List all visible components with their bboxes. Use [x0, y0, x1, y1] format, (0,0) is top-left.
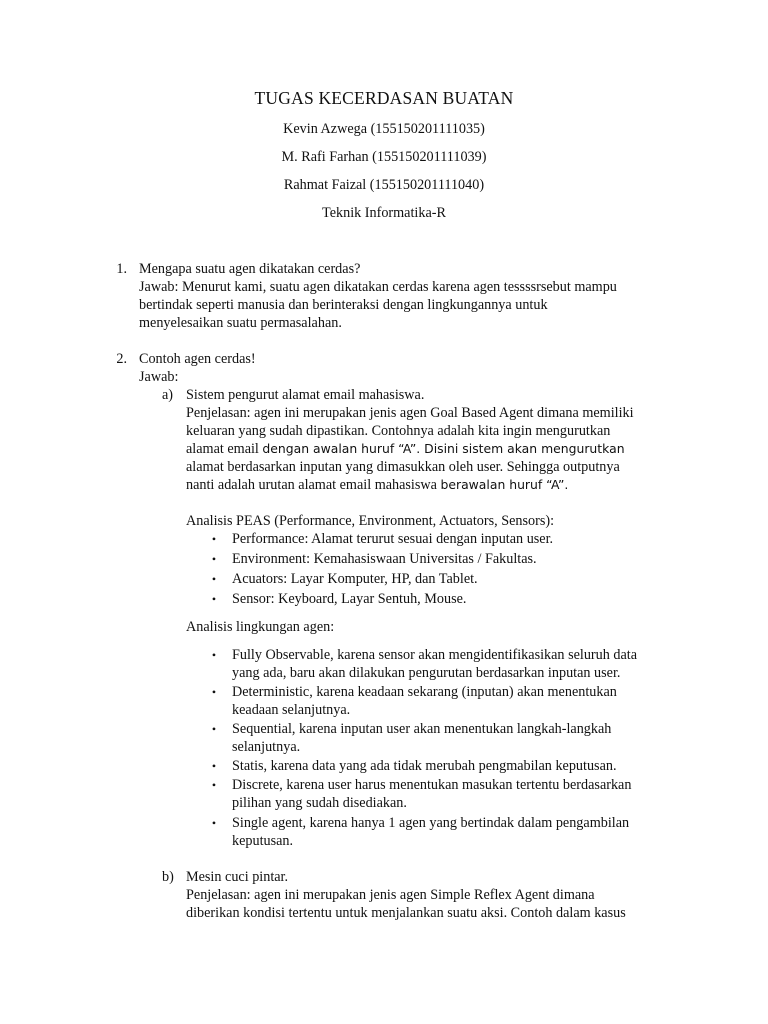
bullet-icon: • [211, 685, 217, 699]
item-a-marker: a) [162, 387, 174, 403]
bullet-icon: • [211, 552, 217, 566]
item-b-explanation-line-2: diberikan kondisi tertentu untuk menjalankan suatu aksi. Contoh dalam kasus [186, 905, 626, 921]
document-title: TUGAS KECERDASAN BUATAN [254, 88, 514, 108]
item-a-explanation-line-5 [186, 476, 568, 494]
item-a-explanation-line-3-serif: alamat email [186, 441, 263, 457]
env-statis-line-1: Statis, karena data yang ada tidak merubah pengmabilan keputusan. [232, 758, 617, 774]
item-a-explanation-line-3 [186, 440, 625, 458]
item-a-explanation-line-1: Penjelasan: agen ini merupakan jenis agen Goal Based Agent dimana memiliki [186, 405, 634, 421]
env-sequential-line-1: Sequential, karena inputan user akan menentukan langkah-langkah [232, 721, 612, 737]
question-1-text: Mengapa suatu agen dikatakan cerdas? [139, 261, 361, 277]
env-analysis-title: Analisis lingkungan agen: [186, 619, 335, 635]
peas-title: Analisis PEAS (Performance, Environment, Actuators, Sensors): [186, 513, 555, 529]
item-a-explanation-line-3-sans: dengan awalan huruf “A”. Disini sistem akan mengurutkan [262, 441, 625, 456]
bullet-icon: • [211, 532, 217, 546]
env-fully-observable-line-2: yang ada, baru akan dilakukan pengurutan berdasarkan inputan user. [232, 665, 621, 681]
bullet-icon: • [211, 592, 217, 606]
item-a-explanation-line-5-sans: berawalan huruf “A”. [440, 477, 569, 492]
item-a-explanation-line-5-serif: nanti adalah urutan alamat email mahasiswa [186, 477, 441, 493]
author-1: Kevin Azwega (155150201111035) [283, 121, 485, 137]
item-b-explanation-line-1: Penjelasan: agen ini merupakan jenis agen Simple Reflex Agent dimana [186, 887, 595, 903]
env-sequential-line-2: selanjutnya. [232, 739, 301, 755]
bullet-icon: • [211, 648, 217, 662]
answer-1-line-1: Jawab: Menurut kami, suatu agen dikatakan cerdas karena agen tessssrsebut mampu [139, 279, 617, 295]
item-b-title: Mesin cuci pintar. [186, 869, 289, 885]
env-single-agent-line-1: Single agent, karena hanya 1 agen yang bertindak dalam pengambilan [232, 815, 630, 831]
env-deterministic-line-2: keadaan selanjutnya. [232, 702, 351, 718]
author-3: Rahmat Faizal (155150201111040) [283, 177, 485, 193]
item-a-explanation-line-2: keluaran yang sudah dipastikan. Contohnya adalah kita ingin mengurutkan [186, 423, 611, 439]
question-2-text: Contoh agen cerdas! [139, 351, 256, 367]
item-a-title: Sistem pengurut alamat email mahasiswa. [186, 387, 425, 403]
answer-1-line-3: menyelesaikan suatu permasalahan. [139, 315, 342, 331]
peas-performance: Performance: Alamat terurut sesuai dengan inputan user. [232, 531, 554, 547]
question-1-number: 1. [116, 261, 127, 277]
question-2-number: 2. [116, 351, 127, 367]
bullet-icon: • [211, 778, 217, 792]
env-deterministic-line-1: Deterministic, karena keadaan sekarang (inputan) akan menentukan [232, 684, 617, 700]
answer-2-label: Jawab: [139, 369, 179, 385]
env-discrete-line-1: Discrete, karena user harus menentukan masukan tertentu berdasarkan [232, 777, 632, 793]
class-name: Teknik Informatika-R [322, 205, 446, 221]
bullet-icon: • [211, 572, 217, 586]
env-discrete-line-2: pilihan yang sudah disediakan. [232, 795, 407, 811]
bullet-icon: • [211, 722, 217, 736]
peas-environment: Environment: Kemahasiswaan Universitas / Fakultas. [232, 551, 537, 567]
item-a-explanation-line-4: alamat berdasarkan inputan yang dimasukkan oleh user. Sehingga outputnya [186, 459, 620, 475]
bullet-icon: • [211, 759, 217, 773]
bullet-icon: • [211, 816, 217, 830]
answer-1-line-2: bertindak seperti manusia dan berinteraksi dengan lingkungannya untuk [139, 297, 548, 313]
env-single-agent-line-2: keputusan. [232, 833, 294, 849]
peas-actuators: Acuators: Layar Komputer, HP, dan Tablet. [232, 571, 478, 587]
env-fully-observable-line-1: Fully Observable, karena sensor akan mengidentifikasikan seluruh data [232, 647, 638, 663]
peas-sensors: Sensor: Keyboard, Layar Sentuh, Mouse. [232, 591, 467, 607]
author-2: M. Rafi Farhan (155150201111039) [281, 149, 487, 165]
item-b-marker: b) [162, 869, 174, 885]
